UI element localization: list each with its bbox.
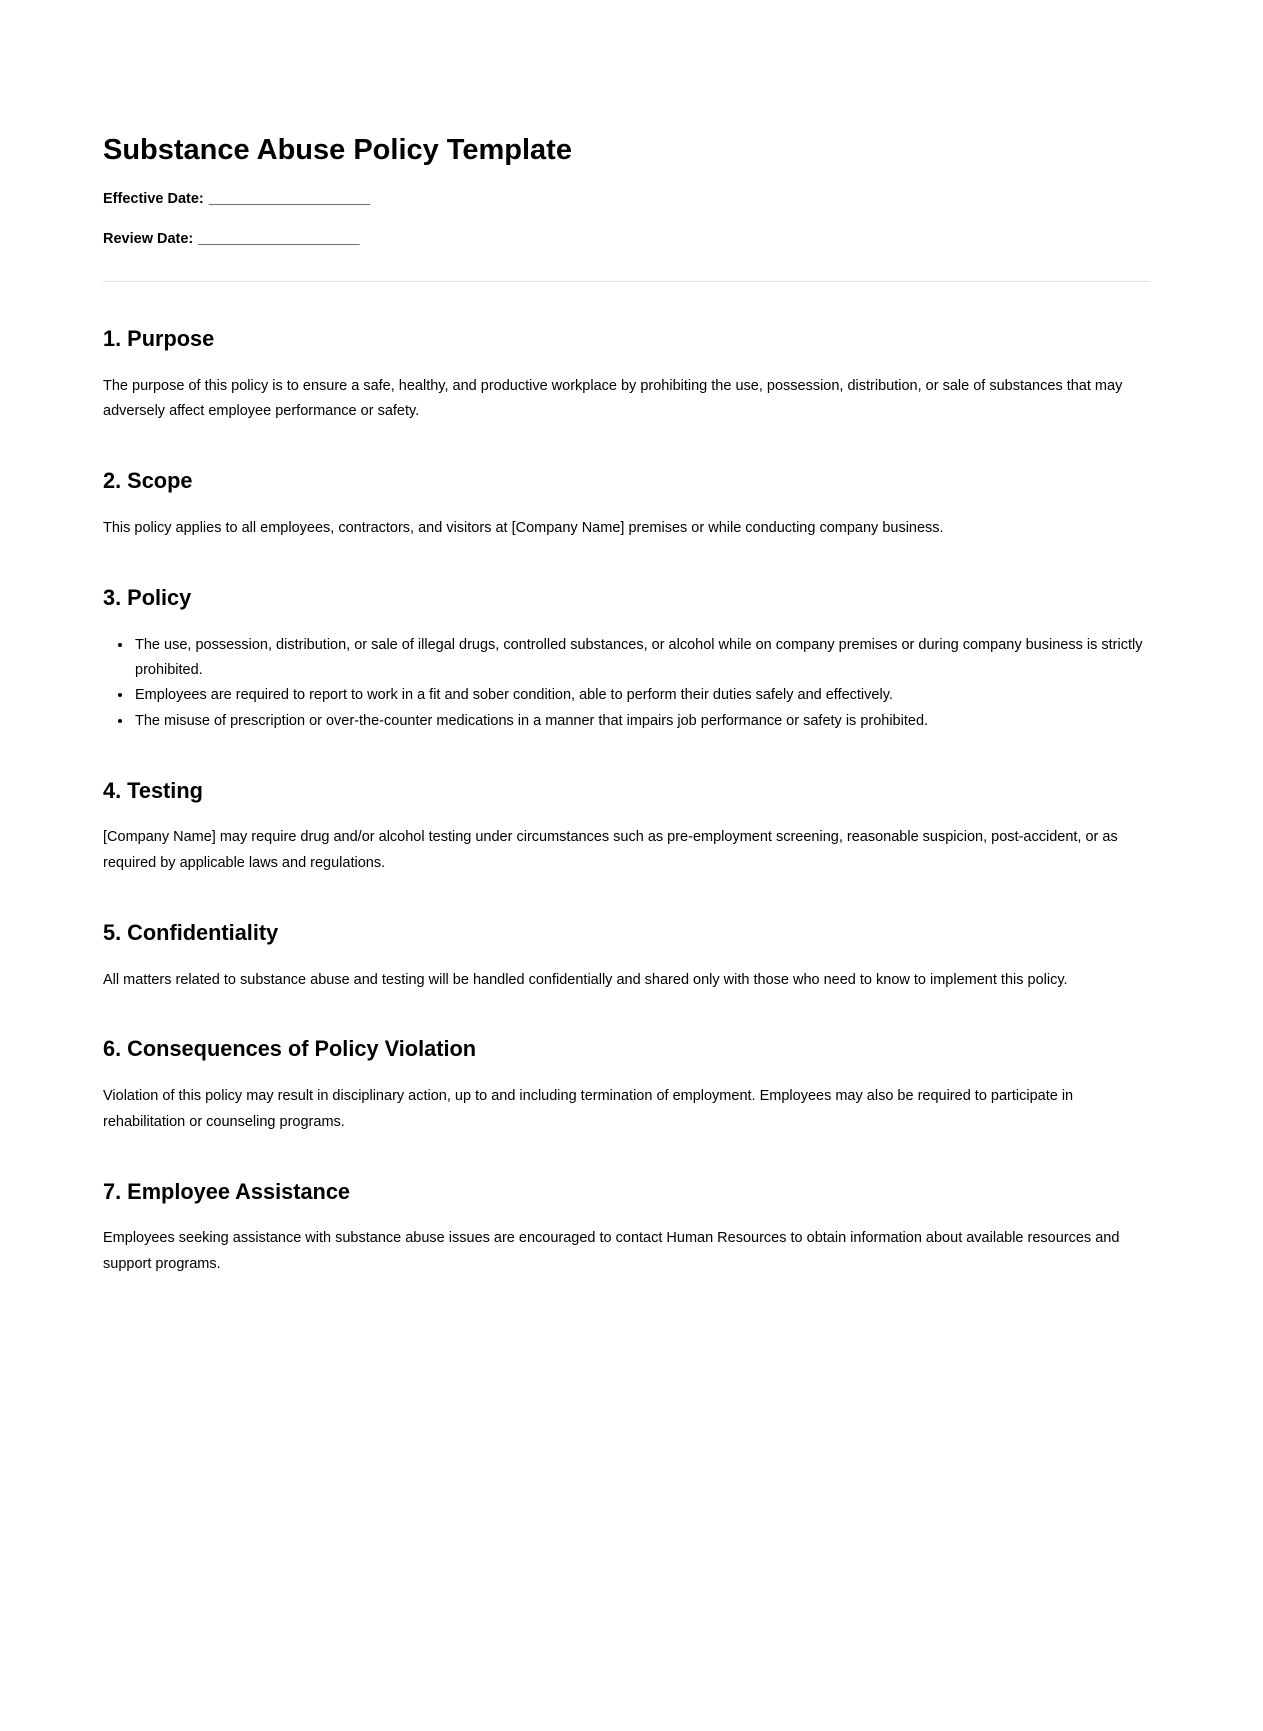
section-paragraph: Employees seeking assistance with substance abuse issues are encouraged to contact Human Resources to obtain information about available resources and support programs. [103, 1230, 1120, 1272]
effective-date-label: Effective Date: [103, 191, 204, 208]
section-paragraph: The purpose of this policy is to ensure a safe, healthy, and productive workplace by prohibiting the use, possession, distribution, or sale of substances that may adversely affect employee performance or safety. [103, 377, 1123, 420]
section-paragraph: Violation of this policy may result in disciplinary action, up to and including termination of employment. Employees may also be required to participate in rehabilitation or counseling programs. [103, 1088, 1074, 1130]
section-heading-purpose: 1. Purpose [103, 325, 215, 351]
section-heading-employee-assistance: 7. Employee Assistance [103, 1178, 351, 1204]
section-confidentiality [103, 920, 1150, 993]
section-testing [103, 778, 1150, 877]
section-purpose [103, 326, 1150, 425]
effective-date-line [103, 187, 1150, 212]
policy-bullet-list [103, 633, 1150, 735]
review-date-label: Review Date: [103, 231, 194, 248]
section-consequences [103, 1036, 1150, 1135]
section-heading-consequences: 6. Consequences of Policy Violation [103, 1036, 477, 1062]
list-item: • Employees are required to report to work in a fit and sober condition, able to perform their duties safely and effectively. [133, 683, 1150, 708]
page-title: Substance Abuse Policy Template [103, 134, 572, 166]
section-paragraph: All matters related to substance abuse and testing will be handled confidentially and shared only with those who need to know to implement this policy. [103, 971, 1068, 988]
list-item: • The use, possession, distribution, or sale of illegal drugs, controlled substances, or alcohol while on company premises or during company business is strictly prohibited. [133, 633, 1150, 684]
review-date-line [103, 227, 1150, 252]
list-item: • The misuse of prescription or over-the-counter medications in a manner that impairs job performance or safety is prohibited. [133, 709, 1150, 734]
section-heading-testing: 4. Testing [103, 777, 203, 803]
section-divider [103, 281, 1150, 282]
section-heading-confidentiality: 5. Confidentiality [103, 919, 279, 945]
review-date-blank: ____________________ [198, 231, 360, 248]
section-heading-policy: 3. Policy [103, 584, 192, 610]
effective-date-blank: ____________________ [208, 191, 371, 208]
section-paragraph: This policy applies to all employees, contractors, and visitors at [Company Name] premises or while conducting company business. [103, 519, 944, 536]
section-policy [103, 585, 1150, 734]
section-heading-scope: 2. Scope [103, 468, 193, 494]
section-scope [103, 468, 1150, 541]
section-paragraph: [Company Name] may require drug and/or alcohol testing under circumstances such as pre-employment screening, reasonable suspicion, post-accident, or as required by applicable laws and regulations. [103, 829, 1118, 871]
section-employee-assistance [103, 1179, 1150, 1278]
